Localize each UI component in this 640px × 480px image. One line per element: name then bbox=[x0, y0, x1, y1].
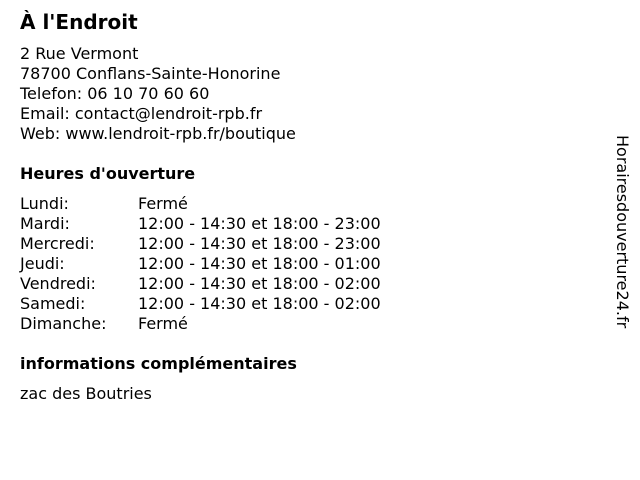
business-name: À l'Endroit bbox=[20, 10, 138, 34]
contact-block bbox=[20, 44, 600, 144]
hours-day: Vendredi: bbox=[20, 274, 96, 293]
opening-hours-heading: Heures d'ouverture bbox=[20, 164, 196, 183]
hours-row-lundi bbox=[20, 194, 600, 214]
hours-time: 12:00 - 14:30 et 18:00 - 02:00 bbox=[138, 294, 381, 313]
additional-info-text: zac des Boutries bbox=[20, 384, 152, 403]
hours-row-mercredi bbox=[20, 234, 600, 254]
address-city: 78700 Conflans-Sainte-Honorine bbox=[20, 64, 281, 83]
hours-row-samedi bbox=[20, 294, 600, 314]
business-card bbox=[20, 8, 600, 404]
hours-time: 12:00 - 14:30 et 18:00 - 23:00 bbox=[138, 234, 381, 253]
hours-time: Fermé bbox=[138, 314, 188, 333]
website-address: Web: www.lendroit-rpb.fr/boutique bbox=[20, 124, 296, 143]
additional-info-heading: informations complémentaires bbox=[20, 354, 297, 373]
hours-day: Dimanche: bbox=[20, 314, 107, 333]
hours-time: Fermé bbox=[138, 194, 188, 213]
hours-row-dimanche bbox=[20, 314, 600, 334]
phone-number: Telefon: 06 10 70 60 60 bbox=[20, 84, 210, 103]
email-address: Email: contact@lendroit-rpb.fr bbox=[20, 104, 263, 123]
hours-row-jeudi bbox=[20, 254, 600, 274]
hours-day: Lundi: bbox=[20, 194, 69, 213]
hours-row-mardi bbox=[20, 214, 600, 234]
site-watermark: Horairesdouverture24.fr bbox=[613, 135, 632, 329]
hours-time: 12:00 - 14:30 et 18:00 - 02:00 bbox=[138, 274, 381, 293]
opening-hours-table bbox=[20, 194, 600, 334]
hours-day: Mercredi: bbox=[20, 234, 95, 253]
hours-time: 12:00 - 14:30 et 18:00 - 01:00 bbox=[138, 254, 381, 273]
address-street: 2 Rue Vermont bbox=[20, 44, 139, 63]
hours-day: Jeudi: bbox=[20, 254, 65, 273]
hours-day: Samedi: bbox=[20, 294, 86, 313]
hours-row-vendredi bbox=[20, 274, 600, 294]
hours-day: Mardi: bbox=[20, 214, 70, 233]
hours-time: 12:00 - 14:30 et 18:00 - 23:00 bbox=[138, 214, 381, 233]
